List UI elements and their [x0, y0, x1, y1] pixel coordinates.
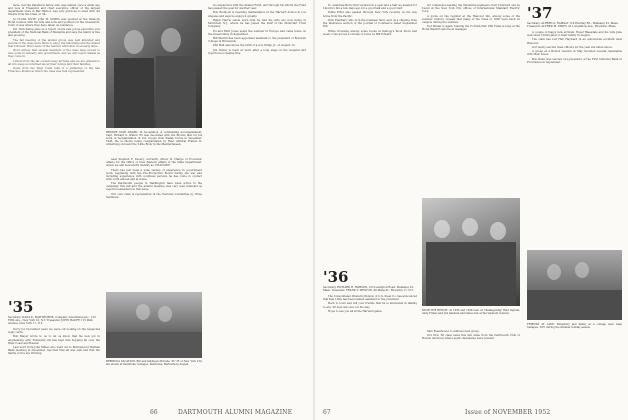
bermuda-vacation-photo: [106, 292, 202, 358]
filler-text: The fall meeting of the alumni group was well attended and several of the class were there to enjoy the fellowship and the dinner that followed. More news of the reunion will follow in an early issue.: [8, 38, 100, 48]
paragraph: Bob Mayer wrote to us to let us know that his new job in engineering with Tidewater Oil has kept him hopping all over the West Coast and Hawaii.: [8, 335, 100, 345]
left-column-2: [106, 158, 202, 288]
paragraph: Ted Winter is again running the Cornish Fair. Phil Fiske is busy at the Hotel Waldorf-Astoria as manager.: [422, 25, 520, 32]
paragraph: Our newly elected class officers for the year are listed above.: [532, 45, 613, 49]
paragraph: There has just been a wide variety of experience in government work, beginning with the Pre-Production Board during the war and including experience with countless persons he has come in contact with, both abroad and at home.: [106, 168, 202, 181]
paragraph: The Consolidated Western Division of U.S. Steel Co. has announced that Ken Little has been named assistant to the president.: [323, 295, 417, 302]
paragraph: tacle, but the Pinehurst fellow who was named once a while ago and now is Treasurer and chief executive officer of the largest department store in Bar Harbor, was very gracious to meet with old friends from the Class of '34.: [8, 4, 100, 17]
paragraph: The class has lost Hub Hayward in an automobile accident near Hanover.: [527, 38, 622, 45]
class-1935-notes: [8, 328, 100, 357]
right-page: [315, 0, 628, 420]
page-number: 66: [150, 409, 158, 416]
paragraph: The Dartmouth people in Washington have been active in the campaign this fall and the alumni meeting was very well attended as reported elsewhere in this issue.: [106, 182, 202, 192]
paragraph: A group at a Boston reunion in May included several classmates with their wives.: [527, 50, 622, 57]
paragraph: A couple of happy new arrivals: Roger Bleasdale and his wife Jane welcomed Christopher to their family in August.: [527, 31, 622, 38]
paragraph: Ju CLASS NOTE: John W. Griffith was spotted at the Peabody Hotel reunion with his wife and sons and pointed out the Greenwich, Conn. house where they have taken up residence.: [8, 17, 100, 27]
bronze-star-photo: [106, 10, 202, 128]
near-the-bench-photo: [422, 198, 520, 306]
paragraph: Sam Eisenhower to address next group.: [427, 330, 480, 333]
filler-text: News from the West Coast tells of a gathering of the San Francisco alumni at which the class was well represented.: [8, 67, 100, 74]
class-1936-block: [323, 270, 417, 314]
class-secretary: Secretary, RICHARD R. HOBSON, 125 Lexington Road, Wellesley 81, Mass. Treasurer, FRANK T. WESTON, 46 Plaza St., Brooklyn 17, N.Y.: [323, 286, 415, 292]
right-column-1: [323, 4, 417, 274]
bermuda-vacation-caption: BERMUDA VACATION: Bill and Kathleen McCabe '35 '35 of New York City are shown at Pembroke Cottages, Pembroke, Bermuda in August.: [106, 360, 202, 366]
paragraph: Buck to town and tell your friends that he is interested in talking to any '36 men who are out his way.: [323, 302, 417, 309]
class-secretary: Secretary, ALFRED G. RAMSAY 114 Huntley Rd., Wellesley 81, Mass. Treasurer, ALFRED M. SWIFT, 41 Longfellow Ave., Brockton, Mass.: [527, 22, 619, 28]
page-number: 67: [323, 409, 331, 416]
paragraph: Eddie Elliot also passed through New York recently on his way home from the Pacific.: [323, 11, 417, 18]
class-1935-block: [8, 300, 100, 357]
right-column-2: [422, 4, 520, 194]
paragraph: near Stephen F. Devery, currently officer in Charge of Economic Affairs for the Office of New Eastern Affairs of the State Department, which we will henceforth identify as 'CHANGED'.: [106, 158, 202, 168]
class-1937-block: [527, 6, 622, 241]
magazine-footer: DARTMOUTH ALUMNI MAGAZINE: [178, 409, 293, 416]
paragraph: Hope to see you all at the Harvard game.: [328, 309, 383, 313]
paragraph: While browsing among some books at Kellogg's Book Store last week, I ran across a volume of verse by Bill Edward.: [323, 29, 417, 36]
class-numeral: '35: [8, 298, 34, 316]
paragraph: Bob Klein was elected vice-president of the First National Bank in Providence in September.: [527, 57, 622, 64]
friends-at-lake-caption: FRIENDS AT LAKE: Kingsbury and family at a cottage near Lake Sunapee, N.H. during the summer holiday season.: [527, 323, 622, 329]
paragraph: Pvt. Dick Kemp gave us a report on his new job as executive vice president of the National Bank of Memphis and says the family is fine and growing.: [8, 28, 100, 38]
friends-at-lake-photo: [527, 250, 622, 320]
near-the-bench-caption: NEAR THE BENCH: At 1936 and 1938 men on Thanksgiving! Reid Ingram, Andy Fisher and Ted Sanders and Gates met at the Vermont reunion.: [422, 309, 520, 315]
magazine-footer: Issue of NOVEMBER 1952: [465, 409, 551, 416]
class-1936-notes: [323, 295, 417, 314]
class-1937-notes: [527, 31, 622, 241]
left-column-3: [208, 4, 306, 404]
paragraph: Ed and Ruth Jones spent the summer in Europe and came home on the Queen Mary in September.: [208, 29, 306, 36]
paragraph: Our own class is represented in the National Committee by three members.: [106, 192, 202, 199]
class-numeral: '37: [527, 4, 553, 22]
left-page: [0, 0, 313, 420]
paragraph: Phil Hall announces the birth of a son, Philip Jr., on August 12.: [213, 44, 296, 48]
paragraph: Our first '36 class news this fall came from the Dartmouth Club of Boston luncheon where eight classmates were present.: [422, 334, 520, 341]
paragraph: Last word from John Miller, who went out to Bermuda for Harlem Bank meeting in December, reported that all was well and that the family of five are thriving.: [8, 346, 100, 356]
paragraph: Ralph Harris sends word that he and his wife are now living in Montclair, N.J., where he has joined the staff of the Montclair Trust Company.: [208, 18, 306, 29]
class-secretary: Secretary, DANA K. HAWTHORNE, Company Advertising Inc., 125 Fifth Ave., New York 10, N.Y. Treasurer, JOHN HAUFF, 115 Park Avenue, New York 17, N.Y.: [8, 316, 96, 325]
filler-text: Word arrives that several members of the class have moved to new posts in industry and government, and we will report details as they come in.: [8, 49, 100, 59]
paragraph: Jim Denny is back at work after a long siege in the hospital and reports he is feeling fine.: [208, 48, 306, 55]
paragraph: Sorry for November news we were out looking on the neglected reply cards.: [8, 328, 100, 335]
bronze-star-caption: BRONZE STAR AWARD: In recognition of outstanding accomplishment, Capt. Richard S. Wilson '35 was decorated with the Bronze Star for his work of reorganization of U.S. troops from Italian forces in December, 1943. He is shown being congratulated by Rear Admiral Francis D. Armstrong on board the 'Little Rock' in the Mediterranean.: [106, 131, 202, 146]
paragraph: Bill Merrill has been appointed assistant to the president of Bowdoin College in Brunswick.: [208, 36, 306, 44]
paragraph: in conjunction with the Alumni Fund, and through his efforts the Fund has passed the goal for another year.: [208, 4, 306, 11]
right-column-2-bottom: [422, 330, 520, 398]
paragraph: Dick Eberhart, who is in the business field, sent us a clipping from the Insurance section of the Journal of Commerce dated September 8th.: [323, 18, 417, 29]
paragraph: Bob Ruddock is teaching mathematics at the Harvard School in Los Angeles and says he enjoys it greatly.: [208, 11, 306, 18]
paragraph: ter conference leading the industrial engineers. Earl Crawford can be found at the New York City offices of International Standard Electric Corp.: [422, 4, 520, 14]
class-numeral: '36: [323, 268, 349, 286]
paragraph: To celebrate Bob's first vacation in a year and a half we headed for Lincoln's Inn a few days ago for a good talk and a good visit.: [323, 4, 417, 11]
filler-text: Letters from the far corners keep arriving and we are grateful to all who keep us informed about their doings and their families.: [8, 59, 100, 66]
paragraph: A quote on the register at the Hanover Inn, among some of the summer visitors, reveals that many of the Class of 1936 were back on campus during the summer.: [422, 14, 520, 24]
